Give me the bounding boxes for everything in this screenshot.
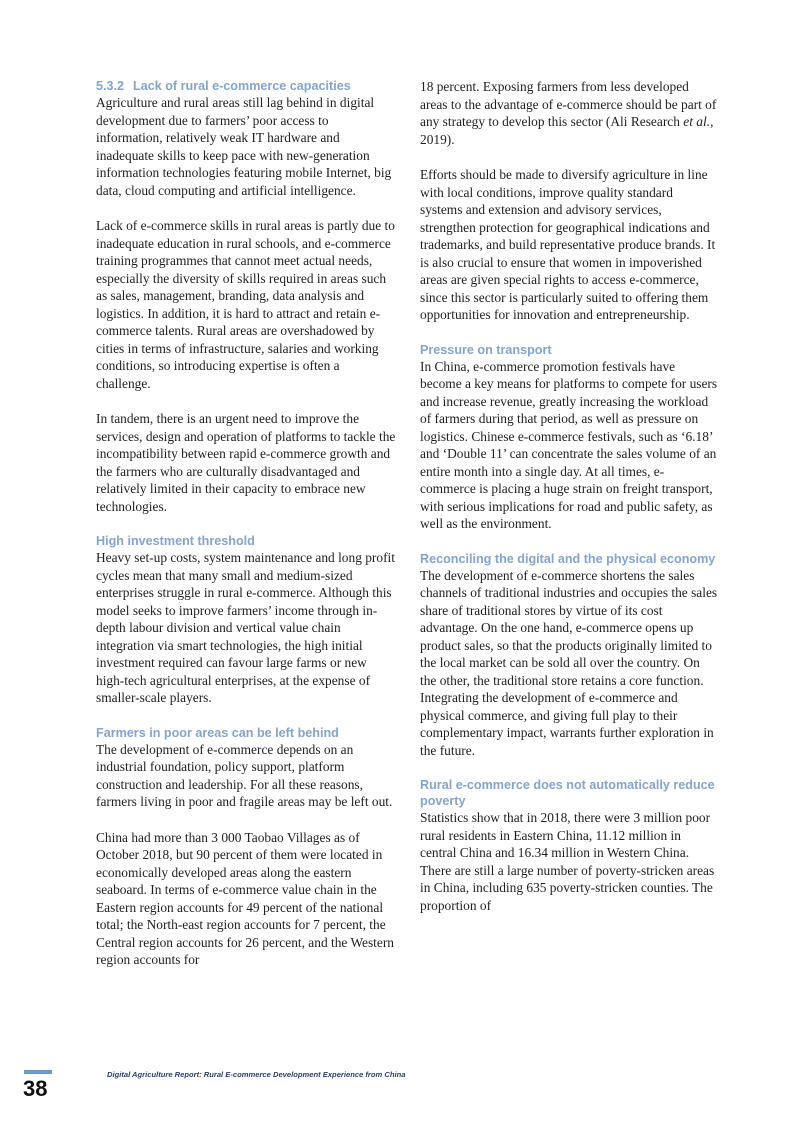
paragraph: Agriculture and rural areas still lag behind in digital development due to farmers’ poor access to information, relatively weak IT hardware and inadequate skills to keep pace with new-generation information technologies featuring mobile Internet, big data, cloud computing and artificial intelligence. — [96, 95, 392, 198]
paragraph: Heavy set-up costs, system maintenance and long profit cycles mean that many small and medium-sized enterprises struggle in rural e-commerce. Although this model seeks to improve farmers’ income through in-depth labour division and vertical value chain integration via smart technologies, the high initial investment required can favour large farms or new high-tech agricultural enterprises, at the expense of smaller-scale players. — [96, 550, 395, 705]
paragraph: The development of e-commerce shortens the sales channels of traditional industries and occupies the sales share of traditional stores by virtue of its cost advantage. On the one hand, e-commerce opens up product sales, so that the products originally limited to the local market can be sold all over the country. On the other, the traditional store retains a core function. Integrating the development of e-commerce and physical commerce, and giving full play to their complementary impact, warrants further exploration in the future. — [420, 567, 718, 758]
paragraph: In tandem, there is an urgent need to improve the services, design and operation of platforms to tackle the incompatibility between rapid e-commerce growth and the farmers who are culturally disadvantaged and relatively limited in their capacity to embrace new technologies. — [96, 411, 396, 514]
page-number-accent-bar — [24, 1070, 52, 1074]
paragraph: The development of e-commerce depends on an industrial foundation, policy support, platform construction and leadership. For all these reasons, farmers living in poor and fragile areas may be left out. — [96, 741, 393, 809]
left-column — [96, 78, 396, 987]
paragraph: In China, e-commerce promotion festivals have become a key means for platforms to compete for users and increase revenue, greatly increasing the workload of farmers during that period, as well as pressure on logistics. Chinese e-commerce festivals, such as ‘6.18’ and ‘Double 11’ can concentrate the sales volume of an entire month into a single day. At all times, e-commerce is placing a huge strain on freight transport, with serious implications for road and public safety, as well as the environment. — [420, 358, 718, 531]
section-title: Lack of rural e-commerce capacities — [133, 79, 351, 93]
subheading-digital-and-physical-economy: Reconciling the digital and the physical economy — [420, 551, 716, 566]
section-number: 5.3.2 — [96, 79, 125, 93]
page-number: 38 — [23, 1076, 48, 1101]
running-footer-title: Digital Agriculture Report: Rural E-commerce Development Experience from China — [107, 1070, 406, 1079]
paragraph: Lack of e-commerce skills in rural areas is partly due to inadequate education in rural schools, and e-commerce training programmes that cannot meet actual needs, especially the diversity of skills required in areas such as sales, management, branding, data analysis and logistics. In addition, it is hard to attract and retain e-commerce talents. Rural areas are overshadowed by cities in terms of infrastructure, salaries and working conditions, so introducing expertise is often a challenge. — [96, 218, 395, 391]
section-heading-rural-ecommerce-capacities — [96, 78, 396, 94]
subheading-pressure-on-transport: Pressure on transport — [420, 342, 552, 357]
text-run: , 2019). — [420, 114, 714, 147]
right-column — [420, 78, 718, 932]
paragraph: Efforts should be made to diversify agriculture in line with local conditions, improve quality standard systems and extension and advisory services, strengthen protection for geographical indications and trademarks, and build representative produce brands. It is also crucial to ensure that women in impoverished areas are given special rights to access e-commerce, since this sector is particularly suited to offering them opportunities for innovation and entrepreneurship. — [420, 167, 716, 322]
italic-text: et al. — [683, 114, 711, 129]
paragraph — [420, 78, 718, 148]
paragraph: Statistics show that in 2018, there were 3 million poor rural residents in Eastern China, 11.12 million in central China and 16.34 million in Western China. There are still a large number of poverty-stricken areas in China, including 635 poverty-stricken counties. The proportion of — [420, 810, 715, 913]
text-run: 18 percent. Exposing farmers from less developed areas to the advantage of e-commerce should be part of any strategy to develop this sector (Ali Research — [420, 79, 717, 129]
subheading-high-investment-threshold: High investment threshold — [96, 534, 255, 548]
subheading-farmers-left-behind: Farmers in poor areas can be left behind — [96, 725, 339, 740]
subheading-rural-ecommerce-poverty: Rural e-commerce does not automatically reduce poverty — [420, 778, 715, 808]
paragraph: China had more than 3 000 Taobao Villages as of October 2018, but 90 percent of them were located in economically developed areas along the eastern seaboard. In terms of e-commerce value chain in the Eastern region accounts for 49 percent of the national total; the North-east region accounts for 7 percent, the Central region accounts for 26 percent, and the Western region accounts for — [96, 829, 394, 967]
